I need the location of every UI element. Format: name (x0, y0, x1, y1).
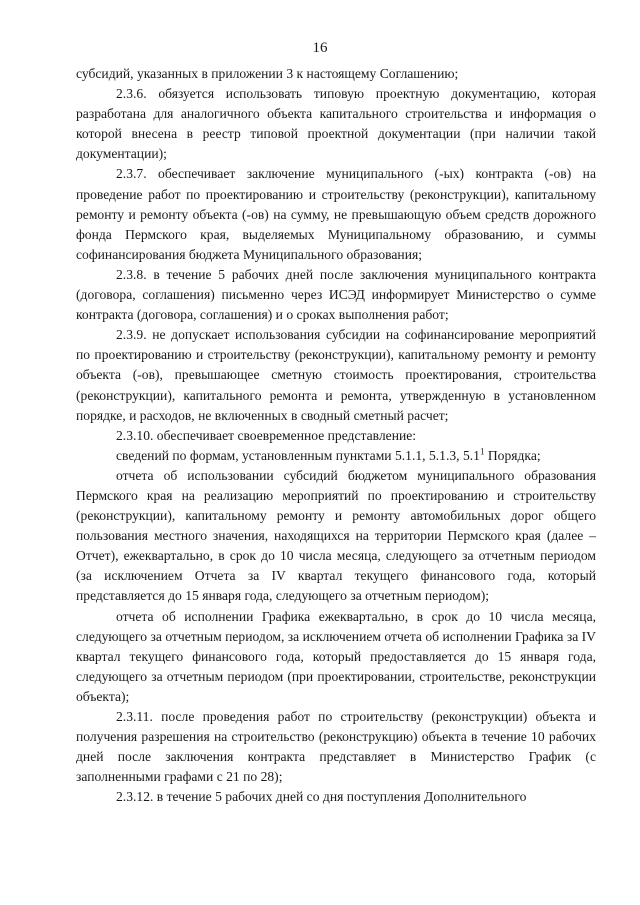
paragraph-2-3-8: 2.3.8. в течение 5 рабочих дней после заключения муниципального контракта (договора, соглашения) письменно через ИСЭД информирует Министерство о сумме контракта (договора, соглашения) и о сроках выполнения работ; (76, 266, 596, 323)
paragraph-2-3-11: 2.3.11. после проведения работ по строительству (реконструкции) объекта и получения разрешения на строительство (реконструкцию) объекта в течение 10 рабочих дней после заключения контракта представляет в Министерство График (с заполненными графами с 21 по 28); (76, 709, 596, 785)
paragraph-2-3-9: 2.3.9. не допускает использования субсидии на софинансирование мероприятий по проектированию и строительству (реконструкции), капитальному ремонту и ремонту объекта (-ов), превышающее сметную стоимость проектирования, строительства (реконструкции), капитального ремонта и ремонта, утвержденную в установленном порядке, и расходов, не включенных в сводный сметный расчет; (76, 327, 596, 423)
paragraph-2-3-6: 2.3.6. обязуется использовать типовую проектную документацию, которая разработана для аналогичного объекта капитального строительства и информация о которой внесена в реестр типовой проектной документации (при наличии такой документации); (76, 86, 596, 162)
page-number: 16 (312, 40, 328, 56)
document-body (76, 64, 596, 807)
forms-line-text: сведений по формам, установленным пунктами 5.1.1, 5.1.3, 5.1 (116, 447, 480, 463)
paragraph-subsidies-continuation: субсидий, указанных в приложении 3 к настоящему Соглашению; (76, 66, 459, 81)
paragraph-report-schedule: отчета об исполнении Графика ежеквартально, в срок до 10 числа месяца, следующего за отчетным периодом, за исключением отчета об исполнении Графика за IV квартал текущего финансового года, который предоставляется до 15 января года, следующего за отчетным периодом (при проектировании, строительстве, реконструкции объекта); (76, 608, 596, 704)
forms-line-superscript: 1 (479, 446, 485, 457)
paragraph-2-3-12: 2.3.12. в течение 5 рабочих дней со дня поступления Дополнительного (116, 789, 527, 805)
paragraph-2-3-10: 2.3.10. обеспечивает своевременное представление: (116, 427, 417, 443)
paragraph-forms-info (76, 446, 596, 466)
paragraph-2-3-7: 2.3.7. обеспечивает заключение муниципального (-ых) контракта (-ов) на проведение работ по проектированию и строительству (реконструкции), капитальному ремонту и ремонту объекта (-ов) на сумму, не превышающую объем средств дорожного фонда Пермского края, выделяемых Муниципальному образованию, и суммы софинансирования бюджета Муниципального образования; (76, 166, 596, 262)
forms-line-tail: Порядка; (484, 447, 541, 463)
paragraph-report-usage: отчета об использовании субсидий бюджетом муниципального образования Пермского края на реализацию мероприятий по проектированию и строительству (реконструкции), капитальному ремонту и ремонту автомобильных дорог общего пользования местного значения, находящихся на территории Пермского края (далее – Отчет), ежеквартально, в срок до 10 числа месяца, следующего за отчетным периодом (за исключением Отчета за IV квартал текущего финансового года, который представляется до 15 января года, следующего за отчетным периодом); (76, 467, 596, 604)
